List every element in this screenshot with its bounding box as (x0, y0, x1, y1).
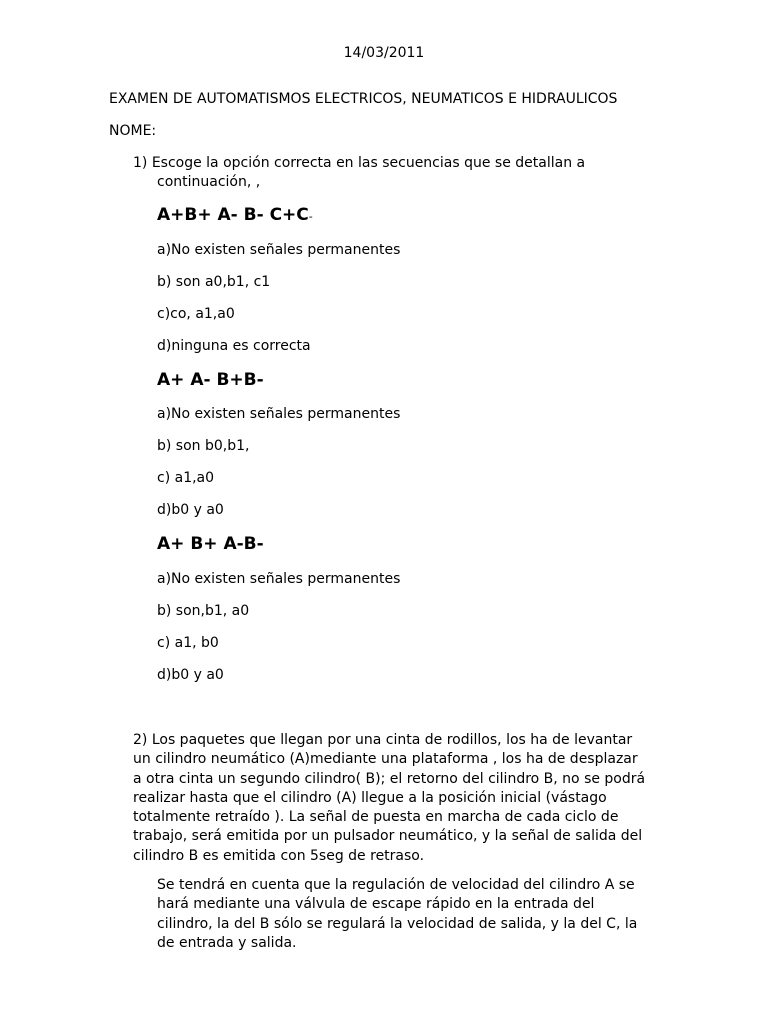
sequence-1 (157, 205, 313, 225)
sequence-3-text: A+ B+ A-B- (157, 534, 264, 554)
question-2-line: un cilindro neumático (A)mediante una plataforma , los ha de desplazar (133, 751, 638, 768)
question-2-paragraph (133, 731, 645, 866)
question-2-line: a otra cinta un segundo cilindro( B); el retorno del cilindro B, no se podrá (133, 770, 646, 787)
sequence-1-suffix: - (308, 210, 313, 223)
question-2-line: 2) Los paquetes que llegan por una cinta de rodillos, los ha de levantar (133, 732, 633, 748)
question-2-note-line: Se tendrá en cuenta que la regulación de velocidad del cilindro A se (157, 877, 635, 893)
question-2-line: trabajo, será emitida por un pulsador neumático, y la señal de salida del (133, 828, 643, 845)
sequence-3-option-a: a)No existen señales permanentes (157, 571, 401, 587)
sequence-2-option-c: c) a1,a0 (157, 470, 215, 486)
question-1-line-2: continuación, , (157, 174, 261, 190)
question-2-note (157, 876, 637, 953)
question-2-note-line: hará mediante una válvula de escape rápido en la entrada del (157, 896, 595, 913)
sequence-2-option-a: a)No existen señales permanentes (157, 406, 401, 422)
sequence-2-option-d: d)b0 y a0 (157, 502, 224, 518)
sequence-2-option-b: b) son b0,b1, (157, 438, 250, 454)
sequence-2-text: A+ A- B+B- (157, 370, 264, 390)
question-1-prompt (133, 154, 585, 192)
sequence-2 (157, 370, 264, 390)
sequence-1-option-b: b) son a0,b1, c1 (157, 274, 271, 290)
sequence-3-option-b: b) son,b1, a0 (157, 603, 250, 619)
sequence-1-option-a: a)No existen señales permanentes (157, 242, 401, 258)
exam-date: 14/03/2011 (343, 45, 425, 61)
sequence-3 (157, 534, 264, 554)
question-2-line: totalmente retraído ). La señal de puesta en marcha de cada ciclo de (133, 809, 619, 826)
sequence-1-option-d: d)ninguna es correcta (157, 338, 311, 354)
question-2-line: realizar hasta que el cilindro (A) llegue a la posición inicial (vástago (133, 789, 607, 806)
exam-title: EXAMEN DE AUTOMATISMOS ELECTRICOS, NEUMATICOS E HIDRAULICOS (109, 91, 618, 107)
sequence-3-option-c: c) a1, b0 (157, 635, 219, 651)
sequence-3-option-d: d)b0 y a0 (157, 667, 224, 683)
sequence-1-option-c: c)co, a1,a0 (157, 306, 235, 322)
sequence-1-text: A+B+ A- B- C+C (157, 205, 309, 225)
question-2-note-line: de entrada y salida. (157, 934, 297, 951)
question-2-note-line: cilindro, la del B sólo se regulará la velocidad de salida, y la del C, la (157, 915, 638, 932)
name-label: NOME: (109, 123, 157, 139)
question-2-line: cilindro B es emitida con 5seg de retraso. (133, 847, 425, 864)
question-1-line-1: 1) Escoge la opción correcta en las secuencias que se detallan a (133, 155, 586, 171)
